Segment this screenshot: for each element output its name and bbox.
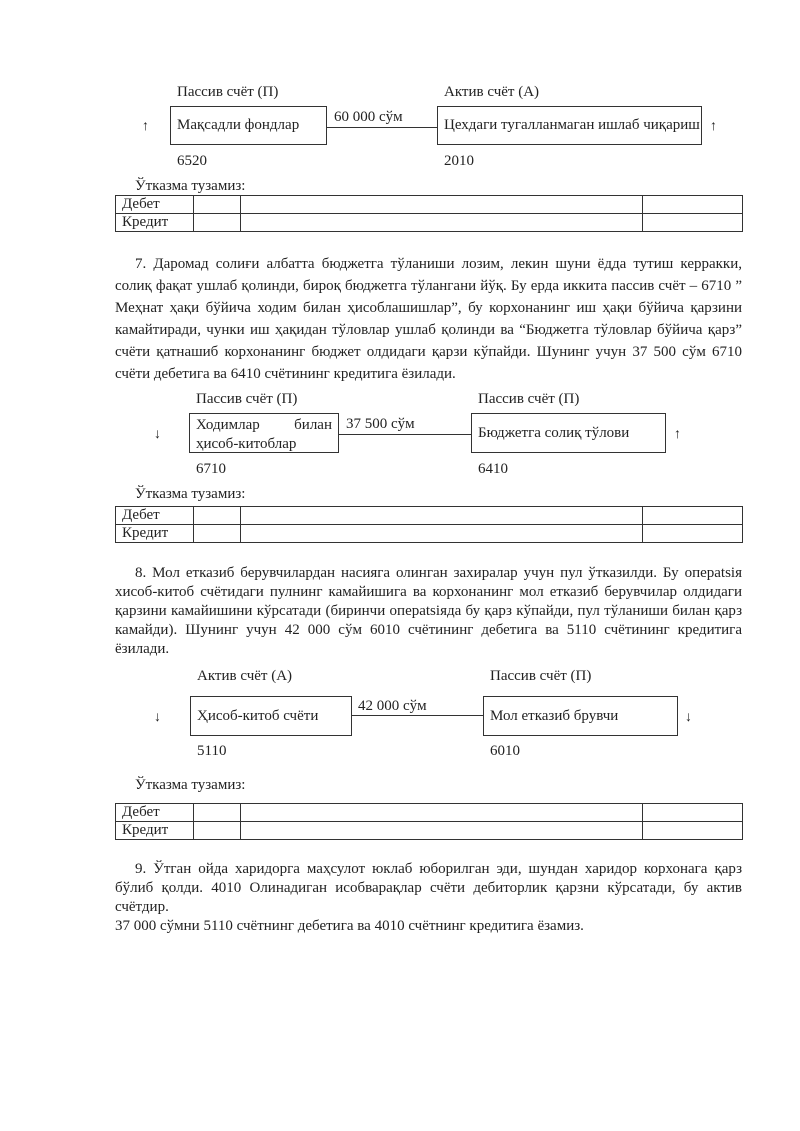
table-cell — [194, 196, 241, 214]
table-cell — [194, 822, 241, 840]
table-cell — [241, 822, 643, 840]
section3-connector-line — [352, 715, 483, 716]
section2-left-code: 6710 — [196, 461, 226, 477]
paragraph-9 — [115, 860, 742, 936]
section2-left-box-word: Ходимлар — [196, 417, 260, 433]
table-cell — [643, 507, 743, 525]
section1-right-code: 2010 — [444, 153, 474, 169]
table-cell — [643, 214, 743, 232]
table-row — [116, 196, 743, 214]
section1-right-box-label: Цехдаги тугалланмаган ишлаб чиқариш — [444, 117, 700, 133]
section3-right-header: Пассив счёт (П) — [490, 668, 592, 684]
section2-ledger-table — [115, 506, 743, 543]
table-cell — [194, 507, 241, 525]
section1-right-account-box — [437, 106, 702, 145]
table-row — [116, 507, 743, 525]
paragraph-8-text: 8. Мол етказиб берувчилардан насияга олинган захиралар учун пул ўтказилди. Бу операtsiя хисоб-китоб счётидаги пулнинг камайишига ва корхонанинг мол етказиб берувчилар олдидаги қарзини камайишини кўрсатади (биринчи операtsiяда бу қарз кўпайди, пул тўланиши билан қарз камайди). Шунинг учун 42 000 сўм 6010 счётининг дебетига ва 5110 счётининг кредитига ёзилади. — [115, 565, 742, 657]
section1-left-account-box — [170, 106, 327, 145]
section3-left-box-label: Ҳисоб-китоб счёти — [197, 707, 319, 724]
section1-left-arrow-icon: ↑ — [142, 119, 149, 134]
table-cell — [194, 525, 241, 543]
debit-label: Дебет — [116, 804, 194, 822]
paragraph-8 — [115, 564, 742, 659]
table-cell — [241, 507, 643, 525]
table-cell — [241, 214, 643, 232]
section2-right-account-box — [471, 413, 666, 453]
section2-left-box-line1-row — [196, 416, 332, 435]
debit-label: Дебет — [116, 196, 194, 214]
section2-right-arrow-icon: ↑ — [674, 427, 681, 442]
table-row — [116, 804, 743, 822]
table-cell — [241, 525, 643, 543]
section2-left-header: Пассив счёт (П) — [196, 391, 298, 407]
section2-right-box-label: Бюджетга солиқ тўлови — [478, 424, 630, 441]
table-cell — [241, 196, 643, 214]
section2-right-code: 6410 — [478, 461, 508, 477]
section3-left-code: 5110 — [197, 743, 227, 759]
table-row — [116, 822, 743, 840]
table-row — [116, 525, 743, 543]
section1-left-code: 6520 — [177, 153, 207, 169]
section1-right-header: Актив счёт (А) — [444, 84, 540, 100]
section1-connector-line — [327, 127, 437, 128]
section3-entry-label: Ўтказма тузамиз: — [135, 777, 246, 793]
section3-right-account-box — [483, 696, 678, 736]
table-cell — [194, 804, 241, 822]
section3-ledger-table — [115, 803, 743, 840]
table-cell — [643, 804, 743, 822]
section1-left-header: Пассив счёт (П) — [177, 84, 279, 100]
section1-left-box-label: Мақсадли фондлар — [177, 117, 300, 133]
paragraph-9-text: 9. Ўтган ойда харидорга маҳсулот юклаб юборилган эди, шундан харидор корхонага қарз бўлиб қолди. 4010 Олинадиган исобварақлар счёти дебиторлик қарзни кўрсатади, бу актив счётдир. — [115, 861, 742, 915]
paragraph-9-line2: 37 000 сўмни 5110 счётнинг дебетига ва 4010 счётнинг кредитига ёзамиз. — [115, 918, 584, 934]
section2-entry-label: Ўтказма тузамиз: — [135, 486, 246, 502]
paragraph-7-text: 7. Даромад солиғи албатта бюджетга тўланиши лозим, лекин шуни ёдда тутиш керракки, солиқ фақат ушлаб қолинди, бироқ бюджетга тўлангани йўқ. Бу ерда иккита пассив счёт – 6710 ” Меҳнат ҳақи бўйича ходим билан ҳисоблашишлар”, бу корхонанинг иш ҳақи бўйича қарзини камайтиради, чунки иш ҳақидан тўловлар ушлаб қолинди ва “Бюджетга тўловлар бўйича қарз” счёти қатнашиб корхонанинг бюджет олдидаги қарзи кўпайди. Шунинг учун 37 500 сўм 6710 счёти дебетига ва 6410 счётининг кредитига ёзилади. — [115, 256, 742, 382]
table-cell — [643, 525, 743, 543]
credit-label: Кредит — [116, 525, 194, 543]
table-cell — [643, 822, 743, 840]
paragraph-7 — [115, 253, 742, 385]
table-cell — [194, 214, 241, 232]
section2-left-box-line2: ҳисоб-китоблар — [196, 436, 297, 452]
section1-ledger-table — [115, 195, 743, 232]
section3-amount: 42 000 сўм — [358, 698, 427, 714]
section2-left-account-box — [189, 413, 339, 453]
section3-left-arrow-icon: ↓ — [154, 710, 161, 725]
table-cell — [241, 804, 643, 822]
section3-left-header: Актив счёт (А) — [197, 668, 293, 684]
section2-connector-line — [339, 434, 471, 435]
section2-right-header: Пассив счёт (П) — [478, 391, 580, 407]
section2-amount: 37 500 сўм — [346, 416, 415, 432]
credit-label: Кредит — [116, 214, 194, 232]
section1-amount: 60 000 сўм — [334, 109, 403, 125]
section1-entry-label: Ўтказма тузамиз: — [135, 178, 246, 194]
section1-right-arrow-icon: ↑ — [710, 119, 717, 134]
section2-left-box-word: билан — [294, 417, 332, 433]
table-row — [116, 214, 743, 232]
table-cell — [643, 196, 743, 214]
section3-left-account-box — [190, 696, 352, 736]
debit-label: Дебет — [116, 507, 194, 525]
section3-right-arrow-icon: ↓ — [685, 710, 692, 725]
credit-label: Кредит — [116, 822, 194, 840]
section3-right-code: 6010 — [490, 743, 520, 759]
section3-right-box-label: Мол етказиб брувчи — [490, 707, 619, 724]
section2-left-arrow-icon: ↓ — [154, 427, 161, 442]
